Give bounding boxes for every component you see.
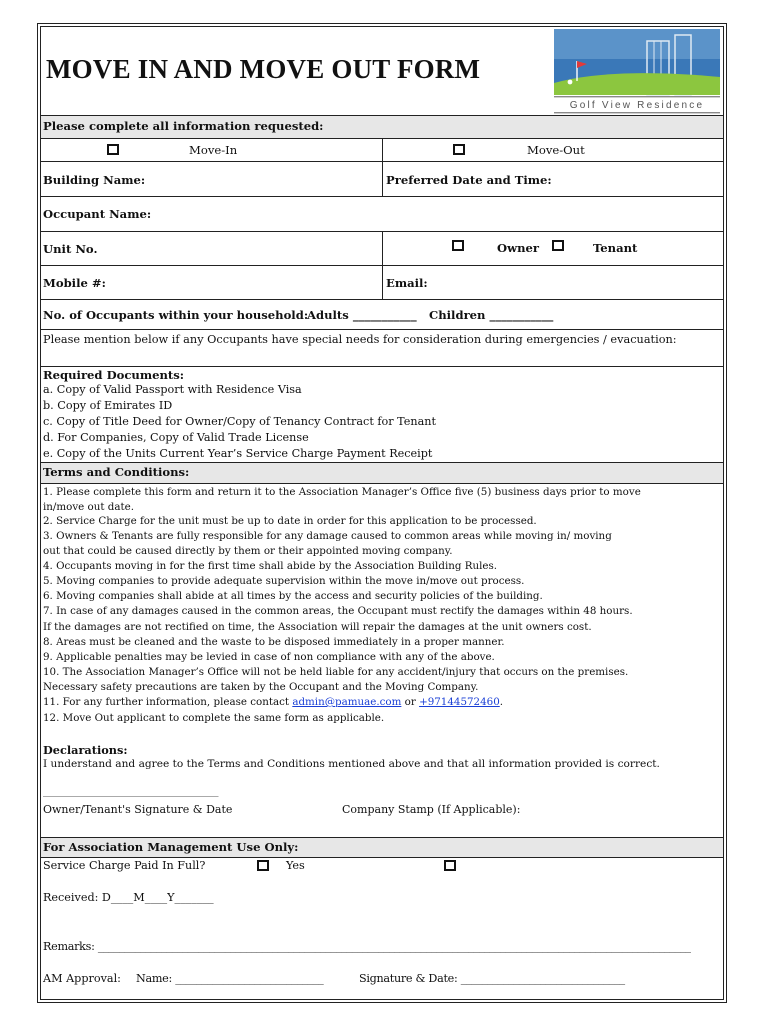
tenant-label: Tenant (593, 241, 638, 255)
intro-label: Please complete all information requested: (43, 119, 324, 133)
terms-line: 9. Applicable penalties may be levied in case of non compliance with any of the above. (43, 651, 495, 663)
terms-line: 10. The Association Manager’s Office will not be held liable for any accident/injury that occurs on the premises. (43, 666, 629, 678)
terms-line: If the damages are not rectified on time, the Association will repair the damages at the unit owners cost. (43, 621, 592, 633)
terms-line-11-text: 11. For any further information, please contact (43, 696, 293, 708)
mobile-label: Mobile #: (43, 276, 106, 290)
form-title: MOVE IN AND MOVE OUT FORM (46, 54, 481, 84)
terms-line: 4. Occupants moving in for the first time shall abide by the Association Building Rules. (43, 560, 498, 572)
terms-line: 12. Move Out applicant to complete the same form as applicable. (43, 712, 385, 724)
terms-line: 3. Owners & Tenants are fully responsible for any damage caused to common areas while moving in/ moving (43, 530, 612, 542)
document-item: a. Copy of Valid Passport with Residence Visa (43, 383, 302, 396)
email-label: Email: (386, 276, 428, 290)
am-approval-label: AM Approval: (43, 972, 121, 985)
children-field: Children ___________ (429, 308, 554, 322)
terms-line: out that could be caused directly by them or their appointed moving company. (43, 545, 453, 557)
approval-signature-field: Signature & Date: _______________________________ (359, 972, 625, 985)
preferred-date-label: Preferred Date and Time: (386, 173, 552, 187)
terms-line: Necessary safety precautions are taken by the Occupant and the Moving Company. (43, 681, 479, 693)
received-field: Received: D____M____Y_______ (43, 891, 214, 904)
service-charge-yes-checkbox[interactable] (257, 860, 269, 871)
association-heading: For Association Management Use Only: (43, 840, 299, 854)
move-out-checkbox[interactable] (453, 144, 465, 155)
terms-line: 2. Service Charge for the unit must be up to date in order for this application to be processed. (43, 515, 537, 527)
phone-link[interactable]: +97144572460 (419, 696, 500, 708)
divider (41, 483, 723, 484)
approval-name-field: Name: ____________________________ (136, 972, 324, 985)
terms-line-11 (43, 696, 503, 708)
move-type-row (41, 138, 723, 161)
building-row (41, 161, 723, 196)
divider (382, 139, 383, 162)
owner-label: Owner (497, 241, 539, 255)
terms-heading-row (41, 462, 723, 483)
move-in-label: Move-In (189, 143, 238, 157)
yes-label: Yes (286, 859, 305, 872)
owner-checkbox[interactable] (452, 240, 464, 251)
service-charge-label: Service Charge Paid In Full? (43, 859, 206, 872)
divider (382, 266, 383, 300)
special-needs-text: Please mention below if any Occupants have special needs for consideration during emergencies / evacuation: (43, 333, 677, 346)
occupants-row (41, 299, 723, 329)
occupants-label: No. of Occupants within your household: (43, 308, 309, 322)
terms-line: 5. Moving companies to provide adequate supervision within the move in/move out process. (43, 575, 525, 587)
logo-graphic (551, 27, 723, 115)
tenant-checkbox[interactable] (552, 240, 564, 251)
signature-line: _______________________________________ (43, 787, 219, 797)
document-item: c. Copy of Title Deed for Owner/Copy of Tenancy Contract for Tenant (43, 415, 436, 428)
move-in-checkbox[interactable] (107, 144, 119, 155)
terms-line-11-or: or (401, 696, 420, 708)
building-name-label: Building Name: (43, 173, 146, 187)
association-heading-row (41, 837, 723, 857)
required-documents-heading: Required Documents: (43, 368, 185, 382)
terms-line: 1. Please complete this form and return it to the Association Manager’s Office five (5) business days prior to move (43, 486, 641, 498)
special-needs-row (41, 329, 723, 366)
terms-line-11-end: . (499, 696, 504, 708)
service-charge-no-checkbox[interactable] (444, 860, 456, 871)
remarks-field: Remarks: ________________________________________________________________________________________________________________ (43, 940, 691, 953)
company-stamp-label: Company Stamp (If Applicable): (342, 803, 521, 816)
unit-row (41, 231, 723, 265)
unit-no-label: Unit No. (43, 242, 98, 256)
divider (382, 162, 383, 197)
contact-row (41, 265, 723, 299)
terms-line: 6. Moving companies shall abide at all times by the access and security policies of the building. (43, 590, 543, 602)
document-item: b. Copy of Emirates ID (43, 399, 173, 412)
terms-line: 7. In case of any damages caused in the common areas, the Occupant must rectify the damages within 48 hours. (43, 605, 633, 617)
document-item: e. Copy of the Units Current Year’s Service Charge Payment Receipt (43, 447, 433, 460)
terms-line: 8. Areas must be cleaned and the waste to be disposed immediately in a proper manner. (43, 636, 505, 648)
logo-text: Golf View Residence (569, 100, 705, 111)
divider (41, 857, 723, 858)
terms-heading: Terms and Conditions: (43, 465, 190, 479)
document-item: d. For Companies, Copy of Valid Trade License (43, 431, 309, 444)
terms-line: in/move out date. (43, 501, 135, 513)
email-link[interactable]: admin@pamuae.com (292, 696, 402, 708)
golf-view-logo (551, 27, 723, 115)
intro-row (41, 115, 723, 138)
divider (382, 232, 383, 266)
signature-label: Owner/Tenant's Signature & Date (43, 803, 233, 816)
move-out-label: Move-Out (527, 143, 585, 157)
occupant-name-label: Occupant Name: (43, 207, 152, 221)
declarations-text: I understand and agree to the Terms and Conditions mentioned above and that all information provided is correct. (43, 758, 660, 770)
occupant-row (41, 196, 723, 231)
adults-field: Adults ___________ (307, 308, 417, 322)
declarations-heading: Declarations: (43, 743, 128, 757)
